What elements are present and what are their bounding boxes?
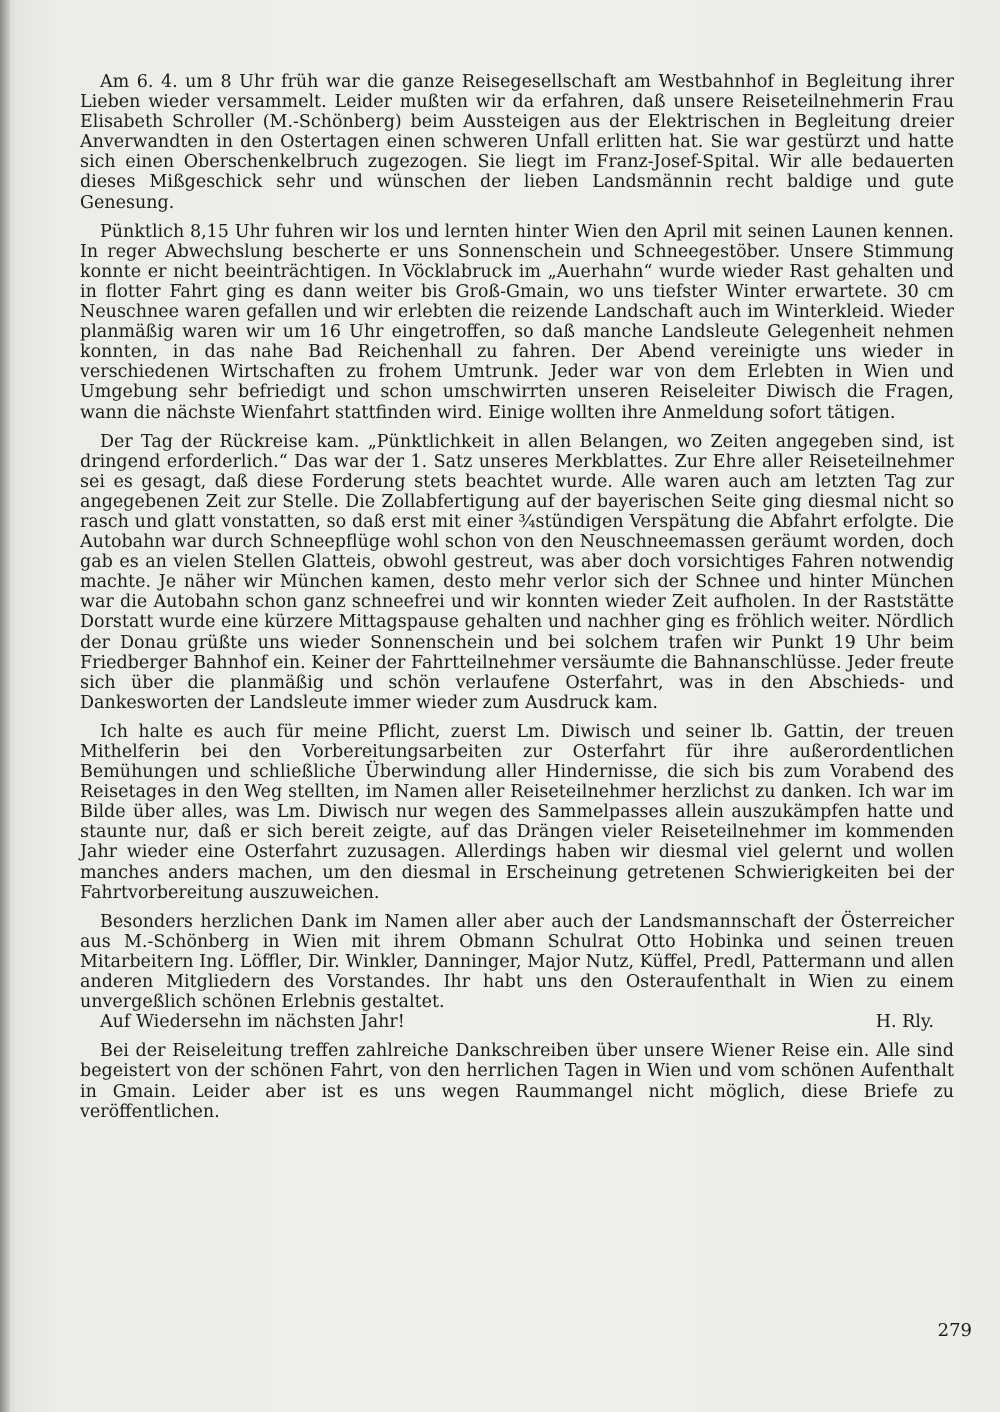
paragraph-3: Der Tag der Rückreise kam. „Pünktlichkeit in allen Belangen, wo Zeiten angegeben sind, ist dringend erforderlich.“ Das war der 1. Satz unseres Merkblattes. Zur Ehre aller Reiseteilnehmer sei es gesagt, daß diese Forderung stets beachtet wurde. Alle waren auch am letzten Tag zur angegebenen Zeit zur Stelle. Die Zollabfertigung auf der bayerischen Seite ging diesmal nicht so rasch und glatt vonstatten, so daß erst mit einer ¾stündigen Verspätung die Abfahrt erfolgte. Die Autobahn war durch Schneepflüge wohl schon von den Neuschneemassen geräumt worden, doch gab es an vielen Stellen Glatteis, obwohl gestreut, was aber doch vorsichtiges Fahren notwendig machte. Je näher wir München kamen, desto mehr verlor sich der Schnee und hinter München war die Autobahn schon ganz schneefrei und wir konnten wieder Zeit aufholen. In der Raststätte Dorstatt wurde eine kürzere Mittagspause gehalten und nachher ging es fröhlich weiter. Nördlich der Donau grüßte uns wieder Sonnenschein und bei solchem trafen wir Punkt 19 Uhr beim Friedberger Bahnhof ein. Keiner der Fahrtteilnehmer versäumte die Bahnanschlüsse. Jeder freute sich über die planmäßig und schön verlaufene Osterfahrt, was in den Abschieds- und Dankesworten der Landsleute immer wieder zum Ausdruck kam.: [80, 431, 954, 713]
paragraph-6: Bei der Reiseleitung treffen zahlreiche Dankschreiben über unsere Wiener Reise ein. Alle sind begeistert von der schönen Fahrt, von den herrlichen Tagen in Wien und vom schönen Aufenthalt in Gmain. Leider aber ist es uns wegen Raummangel nicht möglich, diese Briefe zu veröffentlichen.: [80, 1041, 954, 1122]
paragraph-4: Ich halte es auch für meine Pflicht, zuerst Lm. Diwisch und seiner lb. Gattin, der treuen Mithelferin bei den Vorbereitungsarbeiten zur Osterfahrt für ihre außerordentlichen Bemühungen und schließliche Überwindung aller Hindernisse, die sich bis zum Vorabend des Reisetages in den Weg stellten, im Namen aller Reiseteilnehmer herzlichst zu danken. Ich war im Bilde über alles, was Lm. Diwisch nur wegen des Sammelpasses allein auszukämpfen hatte und staunte nur, daß er sich bereit zeigte, auf das Drängen vieler Reiseteilnehmer im kommenden Jahr wieder eine Osterfahrt zuzusagen. Allerdings haben wir diesmal viel gelernt und wollen manches anders machen, um den diesmal in Erscheinung getretenen Schwierigkeiten bei der Fahrtvorbereitung auszuweichen.: [80, 721, 954, 903]
article-body: [80, 72, 954, 1131]
paragraph-5: [80, 912, 954, 1012]
paragraph-2: Pünktlich 8,15 Uhr fuhren wir los und lernten hinter Wien den April mit seinen Launen kennen. In reger Abwechslung bescherte er uns Sonnenschein und Schneegestöber. Unsere Stimmung konnte er nicht beeinträchtigen. In Vöcklabruck im „Auerhahn“ wurde wieder Rast gehalten und in flotter Fahrt ging es dann weiter bis Groß-Gmain, wo uns tiefster Winter erwartete. 30 cm Neuschnee waren gefallen und wir erlebten die reizende Landschaft auch im Winterkleid. Wieder planmäßig waren wir um 16 Uhr eingetroffen, so daß manche Landsleute Gelegenheit nehmen konnten, in das nahe Bad Reichenhall zu fahren. Der Abend vereinigte uns wieder in verschiedenen Wirtschaften zu frohem Umtrunk. Jeder war von dem Erlebten in Wien und Umgebung sehr befriedigt und schon umschwirrten unseren Reiseleiter Diwisch die Fragen, wann die nächste Wienfahrt stattfinden wird. Einige wollten ihre Anmeldung sofort tätigen.: [80, 221, 954, 423]
thanks-text: Besonders herzlichen Dank im Namen aller aber auch der Landsmannschaft der Österreicher aus M.-Schönberg in Wien mit ihrem Obmann Schulrat Otto Hobinka und seinen treuen Mitarbeitern Ing. Löffler, Dir. Winkler, Danninger, Major Nutz, Küffel, Predl, Pattermann und allen anderen Mitgliedern des Vorstandes. Ihr habt uns den Osteraufenthalt in Wien zu einem unvergeßlich schönen Erlebnis gestaltet.: [80, 911, 954, 1013]
signature: H. Rly.: [875, 1012, 934, 1033]
binding-shadow: [0, 0, 10, 1412]
page-number: 279: [937, 1320, 972, 1341]
closing-line-row: [80, 1012, 954, 1032]
paragraph-1: Am 6. 4. um 8 Uhr früh war die ganze Reisegesellschaft am Westbahnhof in Begleitung ihrer Lieben wieder versammelt. Leider mußten wir da erfahren, daß unsere Reiseteilnehmerin Frau Elisabeth Schroller (M.-Schönberg) beim Aussteigen aus der Elektrischen in Begleitung dreier Anverwandten in den Ostertagen einen schweren Unfall erlitten hat. Sie war gestürzt und hatte sich einen Oberschenkelbruch zugezogen. Sie liegt im Franz-Josef-Spital. Wir alle bedauerten dieses Mißgeschick sehr und wünschen der lieben Landsmännin recht baldige und gute Genesung.: [80, 72, 954, 213]
closing-line: Auf Wiedersehn im nächsten Jahr!: [100, 1012, 405, 1033]
